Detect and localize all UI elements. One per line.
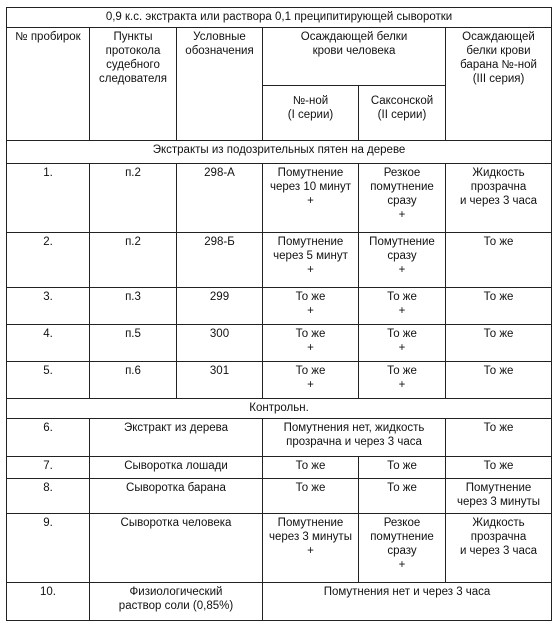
- table-row: [7, 457, 552, 479]
- cell-no: 1.: [7, 164, 90, 233]
- cell-series-1: [263, 288, 359, 325]
- section-title-2: Контрольн.: [7, 399, 552, 419]
- cell-series-3: То же: [446, 288, 552, 325]
- cell-series-123: Помутнения нет и через 3 часа: [263, 583, 552, 621]
- header-ram: [446, 28, 552, 141]
- cell-series-1: То же: [263, 457, 359, 479]
- cell-line: +: [307, 379, 314, 391]
- cell-no: 5.: [7, 362, 90, 399]
- cell-line: +: [398, 209, 406, 221]
- cell-no: 4.: [7, 325, 90, 362]
- cell-line: То же: [387, 328, 417, 340]
- cell-code: 300: [177, 325, 263, 362]
- cell-line: Помутнения нет, жидкость: [283, 422, 425, 434]
- cell-line: +: [307, 195, 314, 207]
- header-series-1-line: (I серии): [287, 109, 334, 121]
- section-title-1: Экстракты из подозрительных пятен на дереве: [7, 141, 552, 164]
- cell-line: Помутнение: [277, 517, 344, 529]
- results-table: [6, 7, 552, 621]
- cell-series-2: [359, 288, 446, 325]
- cell-item: п.5: [90, 325, 177, 362]
- header-series-2: [359, 86, 446, 141]
- cell-series-2: [359, 514, 446, 583]
- cell-name: Сыворотка лошади: [90, 457, 263, 479]
- cell-series-2: То же: [359, 479, 446, 514]
- cell-line: сразу: [387, 250, 417, 262]
- cell-line: раствор соли (0,85%): [118, 600, 234, 612]
- cell-code: 298-Б: [177, 233, 263, 288]
- header-human-group: [263, 28, 446, 86]
- cell-series-3: То же: [446, 457, 552, 479]
- header-labels: [177, 28, 263, 141]
- section-row-1: [7, 141, 552, 164]
- cell-series-2: [359, 362, 446, 399]
- cell-series-3: То же: [446, 325, 552, 362]
- header-row-1: [7, 28, 552, 86]
- cell-series-2: [359, 164, 446, 233]
- cell-line: +: [307, 545, 314, 557]
- cell-line: +: [398, 342, 406, 354]
- cell-line: Помутнение: [277, 167, 344, 179]
- cell-name: Экстракт из дерева: [90, 419, 263, 457]
- cell-line: То же: [295, 365, 326, 377]
- cell-line: Физиологический: [129, 586, 223, 598]
- cell-code: 299: [177, 288, 263, 325]
- cell-name: Сыворотка человека: [90, 514, 263, 583]
- cell-line: Жидкость: [472, 167, 525, 179]
- table-title: 0,9 к.с. экстракта или раствора 0,1 преципитирующей сыворотки: [7, 8, 552, 28]
- cell-series-3: То же: [446, 362, 552, 399]
- cell-line: Жидкость: [472, 517, 525, 529]
- header-series-1-line: №-ной: [292, 95, 329, 107]
- cell-line: и через 3 часа: [459, 545, 538, 557]
- cell-line: через 5 минут: [273, 250, 348, 262]
- header-tube-no: [7, 28, 90, 141]
- header-ram-line: (III серия): [472, 73, 525, 85]
- cell-no: 7.: [7, 457, 90, 479]
- cell-line: через 10 минут: [269, 181, 352, 193]
- cell-line: Помутнение: [465, 482, 532, 494]
- header-labels-line: Условные: [193, 31, 246, 43]
- cell-item: п.6: [90, 362, 177, 399]
- cell-line: сразу: [387, 195, 417, 207]
- cell-line: +: [398, 305, 406, 317]
- cell-code: 298-А: [177, 164, 263, 233]
- section-row-2: [7, 399, 552, 419]
- table-row: [7, 419, 552, 457]
- table-row: [7, 325, 552, 362]
- header-tube-no-text: № пробирок: [15, 31, 81, 43]
- cell-no: 9.: [7, 514, 90, 583]
- header-protocol-line: Пункты: [113, 31, 153, 43]
- cell-series-3: То же: [446, 419, 552, 457]
- cell-series-3: То же: [446, 233, 552, 288]
- cell-no: 3.: [7, 288, 90, 325]
- header-ram-line: белки крови: [466, 45, 531, 57]
- header-labels-line: обозначения: [185, 45, 254, 57]
- cell-line: +: [398, 379, 406, 391]
- header-protocol-line: протокола: [105, 45, 161, 57]
- cell-no: 6.: [7, 419, 90, 457]
- cell-line: +: [398, 264, 406, 276]
- cell-line: Резкое: [383, 167, 421, 179]
- cell-line: Помутнение: [369, 236, 435, 248]
- cell-line: прозрачна: [470, 531, 527, 543]
- cell-line: +: [398, 559, 406, 571]
- table-row: [7, 233, 552, 288]
- cell-series-1: То же: [263, 479, 359, 514]
- cell-line: Резкое: [383, 517, 421, 529]
- cell-series-2: То же: [359, 457, 446, 479]
- cell-series-3: [446, 164, 552, 233]
- header-series-1: [263, 86, 359, 141]
- header-ram-line: Осаждающей: [462, 31, 535, 43]
- table-row: [7, 583, 552, 621]
- cell-no: 2.: [7, 233, 90, 288]
- table-row: [7, 514, 552, 583]
- cell-line: сразу: [387, 545, 417, 557]
- header-protocol-line: судебного: [106, 59, 160, 71]
- cell-series-1: [263, 362, 359, 399]
- header-series-2-line: (II серии): [377, 109, 427, 121]
- cell-item: п.3: [90, 288, 177, 325]
- cell-item: п.2: [90, 164, 177, 233]
- cell-series-1: [263, 233, 359, 288]
- header-protocol-line: следователя: [99, 73, 167, 85]
- cell-line: помутнение: [370, 181, 434, 193]
- header-ram-line: барана №-ной: [460, 59, 537, 71]
- cell-name: [90, 583, 263, 621]
- table-row: [7, 164, 552, 233]
- cell-line: и через 3 часа: [459, 195, 538, 207]
- header-human-line: крови человека: [312, 45, 396, 57]
- cell-series-2: [359, 233, 446, 288]
- cell-series-1: [263, 514, 359, 583]
- cell-code: 301: [177, 362, 263, 399]
- cell-line: +: [307, 305, 314, 317]
- header-series-2-line: Саксонской: [370, 95, 434, 107]
- table-row: [7, 479, 552, 514]
- cell-line: То же: [295, 328, 326, 340]
- header-human-line: Осаждающей белки: [300, 31, 408, 43]
- cell-line: помутнение: [370, 531, 434, 543]
- cell-line: прозрачна и через 3 часа: [286, 436, 422, 448]
- cell-series-3: [446, 479, 552, 514]
- header-protocol: [90, 28, 177, 141]
- cell-name: Сыворотка барана: [90, 479, 263, 514]
- cell-line: прозрачна: [470, 181, 527, 193]
- cell-series-2: [359, 325, 446, 362]
- cell-series-1: [263, 164, 359, 233]
- table-row: [7, 362, 552, 399]
- table-row: [7, 288, 552, 325]
- cell-line: То же: [387, 365, 417, 377]
- cell-line: То же: [295, 291, 326, 303]
- cell-line: Помутнение: [277, 236, 344, 248]
- cell-line: То же: [387, 291, 417, 303]
- cell-line: +: [307, 342, 314, 354]
- cell-item: п.2: [90, 233, 177, 288]
- cell-line: через 3 минуты: [457, 496, 540, 508]
- cell-line: через 3 минуты: [269, 531, 352, 543]
- title-row: [7, 8, 552, 28]
- cell-line: +: [307, 264, 314, 276]
- cell-series-12: [263, 419, 446, 457]
- cell-no: 10.: [7, 583, 90, 621]
- cell-no: 8.: [7, 479, 90, 514]
- cell-series-1: [263, 325, 359, 362]
- cell-series-3: [446, 514, 552, 583]
